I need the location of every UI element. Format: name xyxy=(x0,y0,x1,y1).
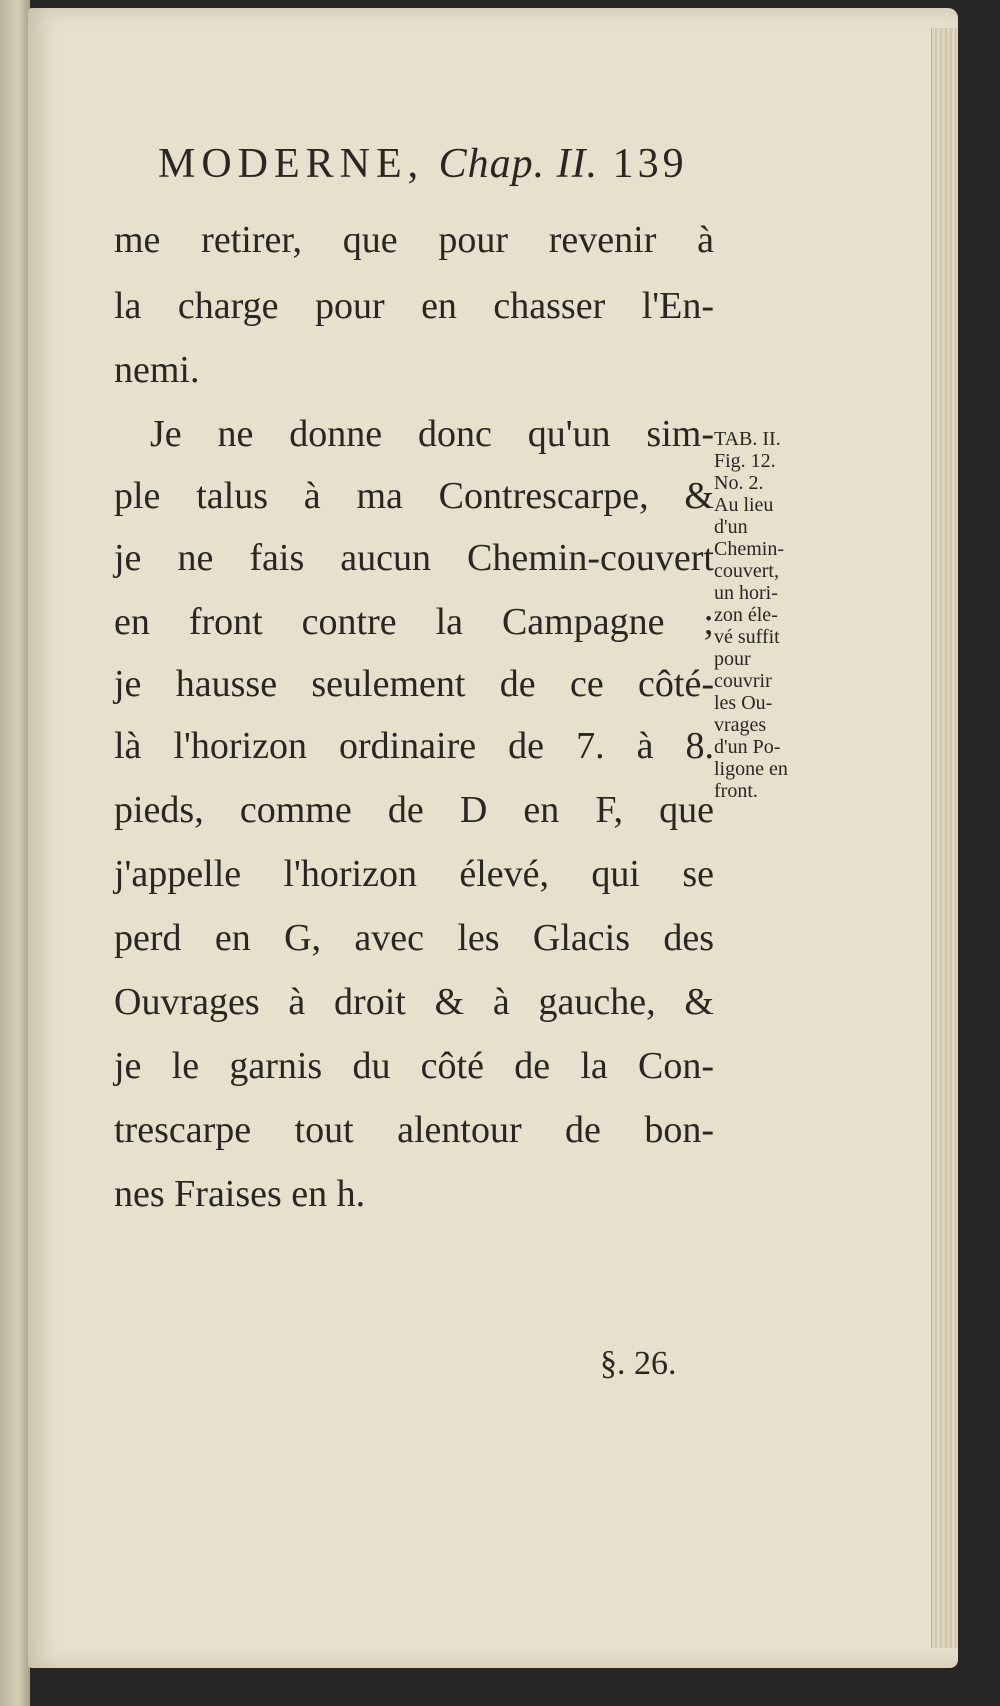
body-line: Ouvrages à droit & à gauche, & xyxy=(114,981,714,1023)
page-number: 139 xyxy=(612,141,688,187)
body-line: nemi. xyxy=(114,349,200,391)
body-line: ple talus à ma Contrescarpe, & xyxy=(114,475,714,517)
running-head-chapter: Chap. II. xyxy=(438,141,599,187)
body-line: je ne fais aucun Chemin-couvert xyxy=(114,537,714,579)
running-head-title: MODERNE, xyxy=(158,141,425,187)
body-line: je hausse seulement de ce côté- xyxy=(114,663,714,705)
previous-page-edge xyxy=(0,0,30,1706)
margin-note-line: couvrir xyxy=(714,670,772,692)
body-line: trescarpe tout alentour de bon- xyxy=(114,1109,714,1151)
margin-note-line: d'un Po- xyxy=(714,736,781,758)
page-stack-edge xyxy=(931,28,958,1648)
body-line: me retirer, que pour revenir à xyxy=(114,219,714,261)
margin-note-line: un hori- xyxy=(714,582,778,604)
margin-note-line: No. 2. xyxy=(714,472,764,494)
margin-note-line: ligone en xyxy=(714,758,788,780)
body-line: je le garnis du côté de la Con- xyxy=(114,1045,714,1087)
margin-note xyxy=(714,428,788,802)
margin-note-line: d'un xyxy=(714,516,748,538)
body-line: là l'horizon ordinaire de 7. à 8. xyxy=(114,725,714,767)
body-line: perd en G, avec les Glacis des xyxy=(114,917,714,959)
body-line: pieds, comme de D en F, que xyxy=(114,789,714,831)
margin-note-line: pour xyxy=(714,648,751,670)
margin-note-line: vé suffit xyxy=(714,626,780,648)
body-line: la charge pour en chasser l'En- xyxy=(114,285,714,327)
body-line: en front contre la Campagne ; xyxy=(114,601,714,643)
margin-note-line: Fig. 12. xyxy=(714,450,776,472)
margin-note-line: zon éle- xyxy=(714,604,778,626)
body-line: Je ne donne donc qu'un sim- xyxy=(150,413,714,455)
margin-note-line: front. xyxy=(714,780,758,802)
body-line: j'appelle l'horizon élevé, qui se xyxy=(114,853,714,895)
margin-note-line: vrages xyxy=(714,714,767,736)
margin-note-line: TAB. II. xyxy=(714,428,781,450)
running-head xyxy=(158,140,688,188)
margin-note-line: Chemin- xyxy=(714,538,784,560)
margin-note-line: couvert, xyxy=(714,560,779,582)
margin-note-line: Au lieu xyxy=(714,494,774,516)
body-line: nes Fraises en h. xyxy=(114,1173,366,1215)
margin-note-line: les Ou- xyxy=(714,692,773,714)
catchword: §. 26. xyxy=(600,1345,677,1382)
